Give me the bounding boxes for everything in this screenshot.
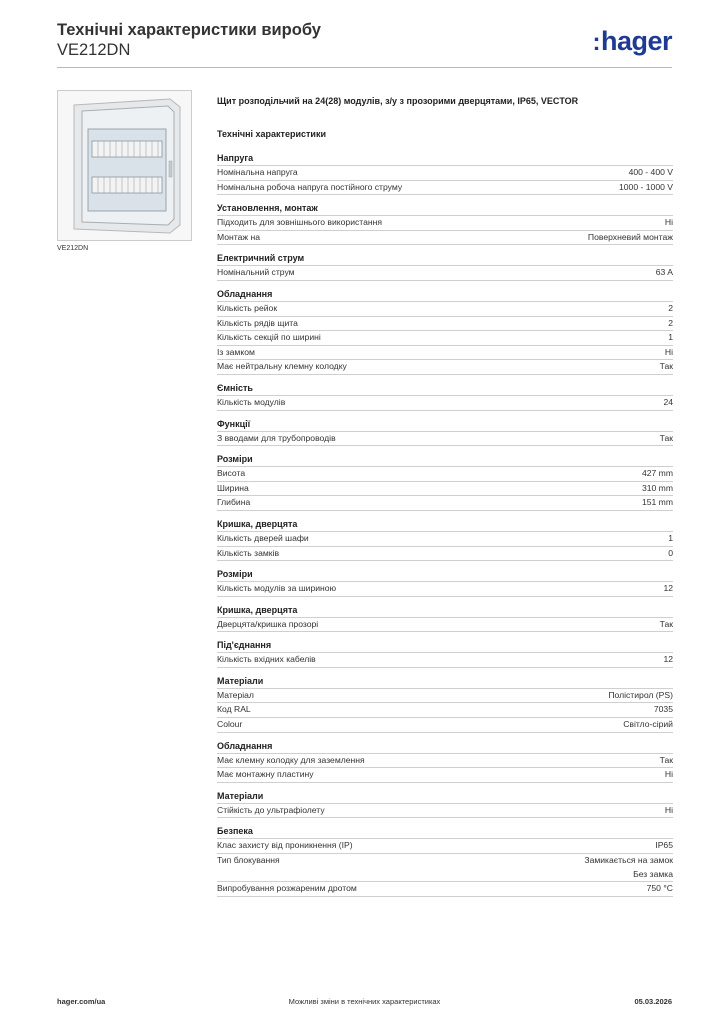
- spec-label: Кількість вхідних кабелів: [217, 654, 316, 665]
- spec-row: [217, 346, 673, 361]
- spec-groups: [217, 152, 673, 897]
- spec-row: [217, 216, 673, 231]
- spec-group: [217, 675, 673, 733]
- spec-value: Ні: [664, 804, 673, 815]
- spec-value: Світло-сірий: [623, 719, 673, 730]
- spec-row: [217, 718, 673, 733]
- spec-value: Ні: [664, 346, 673, 357]
- spec-group: [217, 518, 673, 561]
- spec-section-heading: Технічні характеристики: [217, 129, 326, 139]
- spec-group: [217, 604, 673, 633]
- spec-value: 151 mm: [641, 497, 673, 508]
- spec-value: Так: [659, 361, 673, 372]
- spec-row: [217, 839, 673, 854]
- spec-row: [217, 331, 673, 346]
- spec-label: Кількість рейок: [217, 302, 278, 313]
- header-divider: [57, 67, 672, 68]
- product-description: Щит розподільчий на 24(28) модулів, з/у з прозорими дверцятами, IP65, VECTOR: [217, 96, 579, 106]
- spec-value: Ні: [664, 769, 673, 780]
- spec-label: Кількість модулів за шириною: [217, 583, 337, 594]
- spec-value: 24: [663, 396, 673, 407]
- spec-row: [217, 582, 673, 597]
- spec-label: Підходить для зовнішнього використання: [217, 217, 383, 228]
- spec-value: 0: [668, 547, 673, 558]
- spec-content: [217, 95, 673, 904]
- page-title: Технічні характеристики виробу: [57, 21, 321, 39]
- spec-group: [217, 740, 673, 783]
- footer-date: 05.03.2026: [634, 997, 672, 1006]
- spec-row: [217, 804, 673, 819]
- spec-row: [217, 231, 673, 246]
- spec-row: [217, 768, 673, 783]
- spec-row: [217, 166, 673, 181]
- spec-label: Стійкість до ультрафіолету: [217, 804, 325, 815]
- spec-group: [217, 382, 673, 411]
- spec-group-title: Розміри: [217, 453, 673, 467]
- spec-row: [217, 467, 673, 482]
- spec-label: Тип блокування: [217, 855, 280, 866]
- spec-label: Випробування розжареним дротом: [217, 883, 357, 894]
- spec-label: Матеріал: [217, 689, 254, 700]
- spec-label: Кількість секцій по ширині: [217, 332, 321, 343]
- spec-label: Дверцята/кришка прозорі: [217, 618, 319, 629]
- spec-value: 400 - 400 V: [628, 167, 673, 177]
- spec-group-title: Матеріали: [217, 790, 673, 804]
- spec-group-title: Обладнання: [217, 288, 673, 302]
- spec-value: 12: [663, 583, 673, 594]
- spec-group: [217, 453, 673, 511]
- spec-label: Із замком: [217, 346, 255, 357]
- spec-label: Глибина: [217, 497, 251, 508]
- spec-row: [217, 547, 673, 562]
- spec-group-title: Матеріали: [217, 675, 673, 689]
- spec-group: [217, 790, 673, 819]
- spec-row: [217, 396, 673, 411]
- spec-row: [217, 302, 673, 317]
- spec-label: Colour: [217, 719, 243, 730]
- spec-value: 1000 - 1000 V: [619, 181, 673, 192]
- spec-value: Так: [659, 432, 673, 443]
- spec-label: Клас захисту від проникнення (IP): [217, 840, 353, 851]
- spec-group: [217, 152, 673, 195]
- spec-value: Полістирол (PS): [608, 689, 673, 700]
- spec-group-title: Безпека: [217, 825, 673, 839]
- spec-group: [217, 202, 673, 245]
- logo-text: hager: [600, 26, 672, 56]
- spec-group: [217, 288, 673, 375]
- spec-value: 63 A: [655, 267, 673, 278]
- spec-row: [217, 432, 673, 447]
- spec-label: Має монтажну пластину: [217, 769, 314, 780]
- spec-value: 7035: [653, 704, 673, 715]
- spec-row: [217, 653, 673, 668]
- page-header: [57, 20, 672, 60]
- spec-group: [217, 639, 673, 668]
- spec-label: Номінальний струм: [217, 267, 295, 278]
- spec-value: Поверхневий монтаж: [587, 231, 673, 242]
- spec-value: 2: [668, 302, 673, 313]
- product-code: VE212DN: [57, 41, 131, 59]
- spec-value: 310 mm: [641, 482, 673, 493]
- spec-label: Ширина: [217, 482, 249, 493]
- spec-value: 1: [668, 332, 673, 343]
- spec-group: [217, 825, 673, 896]
- spec-value: Так: [659, 754, 673, 765]
- image-caption: VE212DN: [57, 245, 89, 252]
- spec-label: Висота: [217, 468, 246, 479]
- spec-row: [217, 360, 673, 375]
- spec-label: Кількість дверей шафи: [217, 532, 309, 543]
- spec-value: Замикається на замок Без замка: [584, 855, 673, 879]
- spec-group-title: Функції: [217, 418, 673, 432]
- spec-label: Номінальна напруга: [217, 167, 298, 177]
- spec-label: З вводами для трубопроводів: [217, 432, 336, 443]
- spec-group: [217, 568, 673, 597]
- spec-label: Має клемну колодку для заземлення: [217, 754, 365, 765]
- spec-group: [217, 418, 673, 447]
- footer-notice: Можливі зміни в технічних характеристиках: [288, 997, 441, 1006]
- spec-row: [217, 882, 673, 897]
- spec-value: Так: [659, 618, 673, 629]
- spec-value: 1: [668, 532, 673, 543]
- footer-website-link[interactable]: hager.com/ua: [57, 997, 106, 1006]
- spec-label: Кількість рядів щита: [217, 317, 298, 328]
- spec-row: [217, 703, 673, 718]
- spec-label: Код RAL: [217, 704, 251, 715]
- hager-logo: :hager: [592, 26, 672, 56]
- spec-value: Ні: [664, 217, 673, 228]
- spec-row: [217, 689, 673, 704]
- spec-group: [217, 252, 673, 281]
- spec-label: Монтаж на: [217, 231, 261, 242]
- spec-group-title: Електричний струм: [217, 252, 673, 266]
- spec-row: [217, 532, 673, 547]
- spec-label: Кількість замків: [217, 547, 280, 558]
- spec-row: [217, 181, 673, 196]
- spec-row: [217, 754, 673, 769]
- spec-value: 750 °C: [646, 883, 673, 894]
- spec-group-title: Ємність: [217, 382, 673, 396]
- spec-group-title: Під'єднання: [217, 639, 673, 653]
- spec-row: [217, 854, 673, 882]
- spec-group-title: Кришка, дверцята: [217, 604, 673, 618]
- spec-row: [217, 266, 673, 281]
- distribution-board-illustration: [58, 91, 191, 240]
- spec-row: [217, 317, 673, 332]
- spec-group-title: Обладнання: [217, 740, 673, 754]
- spec-value: 427 mm: [641, 468, 673, 479]
- spec-value: 2: [668, 317, 673, 328]
- spec-value: 12: [663, 654, 673, 665]
- spec-group-title: Напруга: [217, 152, 673, 166]
- spec-label: Має нейтральну клемну колодку: [217, 361, 347, 372]
- spec-group-title: Установлення, монтаж: [217, 202, 673, 216]
- spec-row: [217, 482, 673, 497]
- spec-label: Номінальна робоча напруга постійного струму: [217, 181, 403, 192]
- spec-value: IP65: [655, 840, 673, 851]
- product-image: [57, 90, 192, 241]
- spec-row: [217, 496, 673, 511]
- spec-group-title: Кришка, дверцята: [217, 518, 673, 532]
- spec-row: [217, 618, 673, 633]
- spec-label: Кількість модулів: [217, 396, 286, 407]
- spec-group-title: Розміри: [217, 568, 673, 582]
